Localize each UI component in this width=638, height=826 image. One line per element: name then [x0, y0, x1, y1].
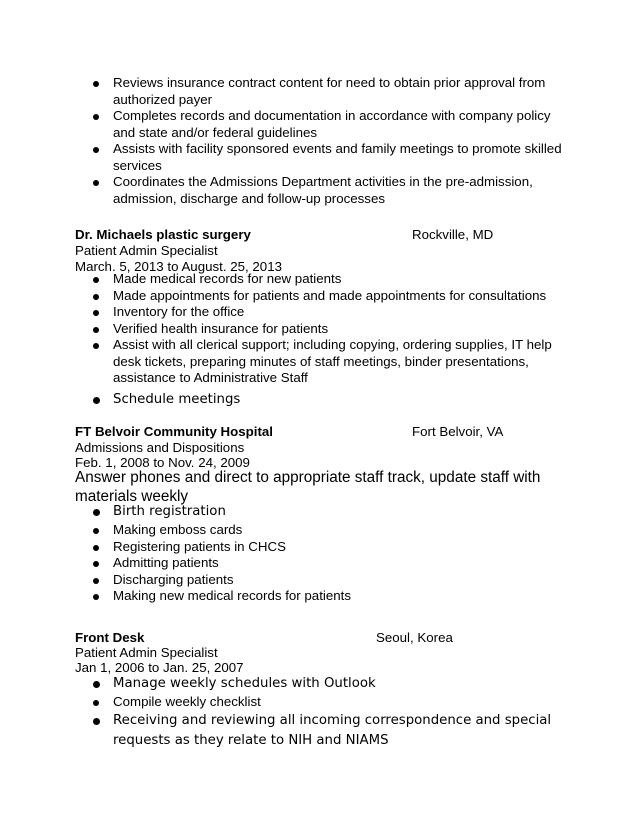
job-dates: March. 5, 2013 to August. 25, 2013 — [75, 259, 282, 274]
job-dates: Feb. 1, 2008 to Nov. 24, 2009 — [75, 455, 250, 470]
list-item: Assist with all clerical support; including copying, ordering supplies, IT help desk tickets, preparing minutes of staff meetings, binder presentations, assistance to Administrative Staff — [93, 337, 563, 387]
list-item: Discharging patients — [93, 572, 563, 589]
employer-name: Front Desk — [75, 630, 145, 645]
list-item: Making new medical records for patients — [93, 588, 563, 605]
employer-name: FT Belvoir Community Hospital — [75, 424, 273, 439]
job-title: Admissions and Dispositions — [75, 440, 245, 455]
job-duties-list — [93, 502, 563, 605]
list-item: Receiving and reviewing all incoming correspondence and special requests as they relate to NIH and NIAMS — [93, 711, 563, 751]
list-item: Manage weekly schedules with Outlook — [93, 674, 563, 694]
list-item: Registering patients in CHCS — [93, 539, 563, 556]
employer-location: Fort Belvoir, VA — [412, 424, 504, 439]
employer-location: Rockville, MD — [412, 227, 494, 242]
list-item: Schedule meetings — [93, 390, 563, 410]
employer-location: Seoul, Korea — [376, 630, 453, 645]
list-item: Verified health insurance for patients — [93, 321, 563, 338]
list-item: Birth registration — [93, 502, 563, 522]
duties-list — [93, 75, 563, 207]
employer-name: Dr. Michaels plastic surgery — [75, 227, 251, 242]
list-item: Completes records and documentation in accordance with company policy and state and/or federal guidelines — [93, 108, 563, 141]
list-item: Reviews insurance contract content for need to obtain prior approval from authorized payer — [93, 75, 563, 108]
list-item: Made appointments for patients and made appointments for consultations — [93, 288, 563, 305]
list-item: Compile weekly checklist — [93, 694, 563, 711]
job-title: Patient Admin Specialist — [75, 645, 218, 660]
job-title: Patient Admin Specialist — [75, 243, 218, 258]
list-item: Making emboss cards — [93, 522, 563, 539]
job-dates: Jan 1, 2006 to Jan. 25, 2007 — [75, 660, 244, 675]
list-item: Made medical records for new patients — [93, 271, 563, 288]
list-item: Admitting patients — [93, 555, 563, 572]
list-item: Inventory for the office — [93, 304, 563, 321]
job-duties-list — [93, 674, 563, 751]
list-item: Coordinates the Admissions Department activities in the pre-admission, admission, discharge and follow-up processes — [93, 174, 563, 207]
job-duties-list — [93, 271, 563, 410]
job-summary: Answer phones and direct to appropriate staff track, update staff with materials weekly — [75, 469, 541, 505]
list-item: Assists with facility sponsored events and family meetings to promote skilled services — [93, 141, 563, 174]
